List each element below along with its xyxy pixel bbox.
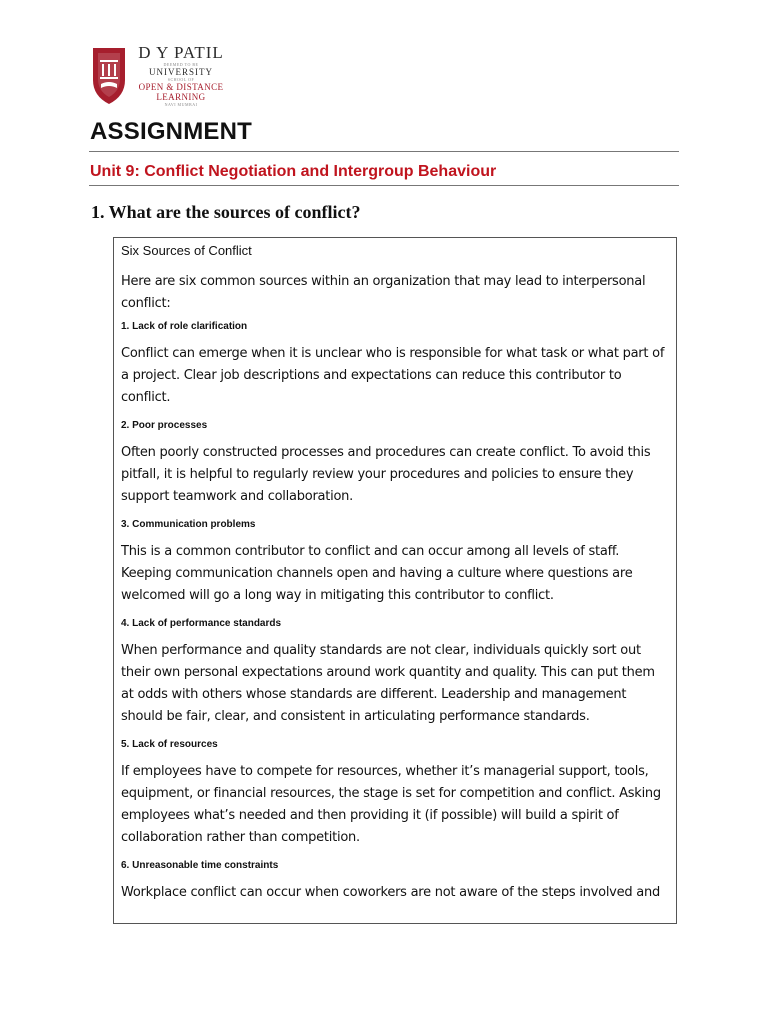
section-paragraph: If employees have to compete for resources, whether it’s managerial support, tools, equipment, or financial resources, the stage is set for competition and conflict. Asking employees what’s needed and then providing it (if possible) will build a spirit of collaboration rather than competition. xyxy=(121,764,661,845)
section-heading: 1. Lack of role clarification xyxy=(121,321,248,332)
logo-university: UNIVERSITY xyxy=(149,67,213,77)
section-heading: 6. Unreasonable time constraints xyxy=(121,860,279,871)
section-paragraph: When performance and quality standards are not clear, individuals quickly sort out their own personal expectations around work quantity and quality. This can put them at odds with others whose standards are different. Leadership and management should be fair, clear, and consistent in articulating performance standards. xyxy=(121,643,655,724)
section-heading: 3. Communication problems xyxy=(121,519,256,530)
section-paragraph: This is a common contributor to conflict and can occur among all levels of staff. Keeping communication channels open and having a culture where questions are welcomed will go a long way in mitigating this contributor to conflict. xyxy=(121,544,633,603)
answer-box-title: Six Sources of Conflict xyxy=(121,243,252,258)
logo-learning: LEARNING xyxy=(156,92,206,102)
logo-open-distance: OPEN & DISTANCE xyxy=(138,82,224,92)
question-heading: 1. What are the sources of conflict? xyxy=(91,202,361,222)
logo-deemed: DEEMED TO BE xyxy=(163,62,199,67)
logo-name: D Y PATIL xyxy=(138,43,224,62)
logo-location: NAVI MUMBAI xyxy=(164,102,198,107)
section-heading: 2. Poor processes xyxy=(121,420,208,431)
section-paragraph: Often poorly constructed processes and procedures can create conflict. To avoid this pitfall, it is helpful to regularly review your procedures and policies to ensure they support teamwork and collaboration. xyxy=(121,445,651,504)
unit-heading: Unit 9: Conflict Negotiation and Intergroup Behaviour xyxy=(90,163,497,180)
page-title: ASSIGNMENT xyxy=(90,118,253,145)
logo-school: SCHOOL OF xyxy=(167,77,195,82)
unit-divider xyxy=(89,185,679,186)
section-heading: 4. Lack of performance standards xyxy=(121,618,282,629)
intro-paragraph: Here are six common sources within an organization that may lead to interpersonal conflict: xyxy=(121,274,646,311)
university-crest-icon xyxy=(89,46,129,106)
answer-box xyxy=(113,237,677,924)
section-paragraph: Conflict can emerge when it is unclear who is responsible for what task or what part of a project. Clear job descriptions and expectations can reduce this contributor to conflict. xyxy=(121,346,665,405)
section-heading: 5. Lack of resources xyxy=(121,739,218,750)
university-logo xyxy=(89,44,229,112)
title-divider xyxy=(89,151,679,152)
section-paragraph: Workplace conflict can occur when coworkers are not aware of the steps involved and xyxy=(121,885,660,900)
